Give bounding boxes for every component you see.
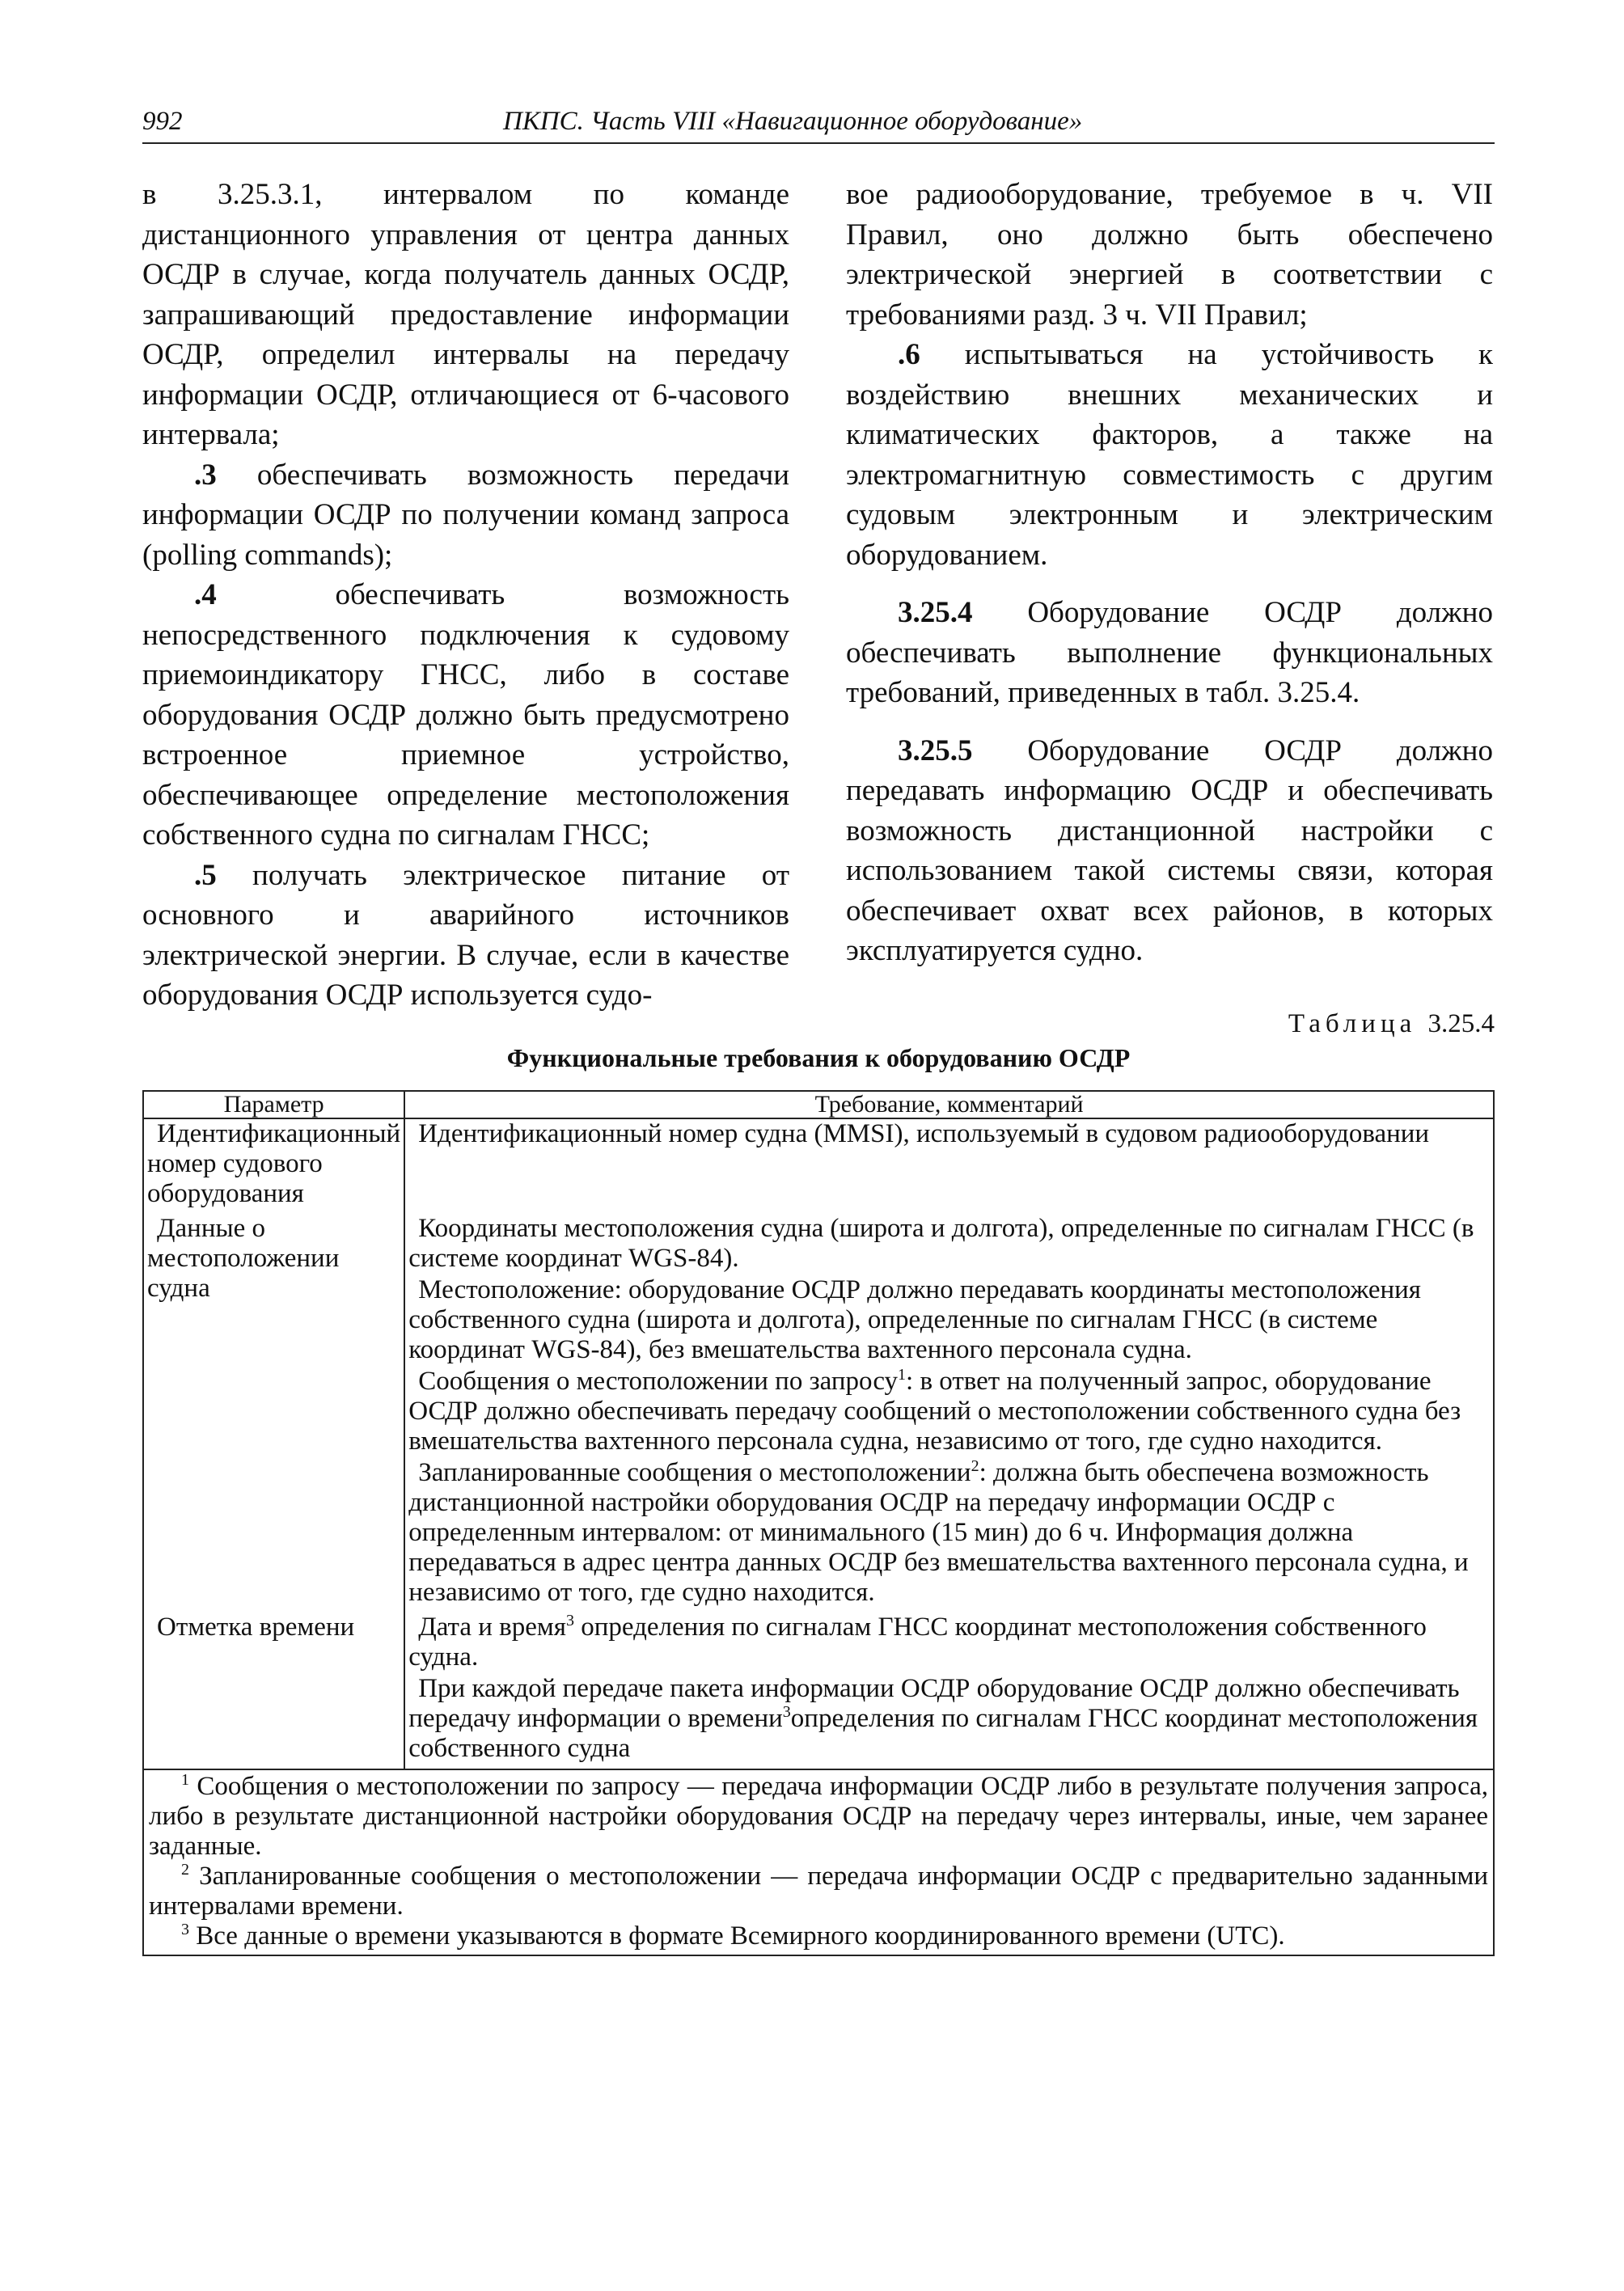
item-number: .5 — [194, 858, 217, 892]
requirement-lead: При каждой передаче пакета информации ОСДР оборудование ОСДР должно обеспечивать передачу информации о времени — [408, 1674, 1460, 1733]
requirement-lead: Сообщения о местоположении по запросу — [418, 1367, 899, 1396]
item-text: обеспечивать возможность непосредственного подключения к судовому приемоиндикатору ГНСС, либо в составе оборудования ОСДР должно быть предусмотрено встроенное приемное устройство, обеспечивающее определение местоположения собственного судна по сигналам ГНСС; — [142, 578, 789, 852]
section-number: 3.25.4 — [898, 596, 973, 629]
requirement-text: Местоположение: оборудование ОСДР должно передавать координаты местоположения собственного судна (широта и долгота), определенные по сигналам ГНСС (в системе координат WGS-84), без вмешательства вахтенного персонала судна. — [408, 1275, 1421, 1364]
table-caption-word: Таблица — [1288, 1009, 1417, 1038]
section-text: Оборудование ОСДР должно обеспечивать выполнение функциональных требований, приведенных в табл. 3.25.4. — [846, 596, 1493, 709]
item-text: получать электрическое питание от основного и аварийного источников электрической энергии. В случае, если в качестве оборудования ОСДР используется судо- — [142, 858, 789, 1012]
table-caption — [890, 1009, 1495, 1039]
item-number: .4 — [194, 578, 217, 611]
requirement-rest: : должна быть обеспечена возможность дистанционной настройки оборудования ОСДР на передачу информации ОСДР с определенным интервалом: от минимального (15 мин) до 6 ч. Информация должна передаваться в адрес центра данных ОСДР без вмешательства вахтенного персонала судна, и независимо от того, где судно находится. — [408, 1458, 1469, 1607]
paragraph — [846, 731, 1493, 971]
paragraph — [142, 575, 789, 856]
running-title: ПКПС. Часть VIII «Навигационное оборудование» — [503, 107, 1083, 136]
requirement-text — [408, 1613, 1490, 1672]
paragraph — [142, 455, 789, 576]
table-notes — [143, 1769, 1494, 1955]
requirement-rest: определения по сигналам ГНСС координат местоположения собственного судна — [408, 1704, 1478, 1763]
item-number: .3 — [194, 458, 217, 492]
requirement-text — [408, 1458, 1490, 1608]
param-cell — [143, 1608, 404, 1769]
right-column — [846, 175, 1493, 971]
table-header-row — [143, 1091, 1494, 1118]
footnote-mark: 3 — [181, 1921, 189, 1938]
requirement-text — [408, 1674, 1490, 1764]
running-header — [142, 100, 1495, 144]
requirement-text: Идентификационный номер судна (MMSI), используемый в судовом радиооборудовании — [418, 1119, 1430, 1148]
requirement-lead: Дата и время — [418, 1613, 566, 1642]
param-cell — [143, 1118, 404, 1209]
requirement-text — [408, 1367, 1490, 1456]
footnote-ref: 1 — [898, 1366, 907, 1384]
left-column — [142, 175, 789, 1016]
footnote-text: Сообщения о местоположении по запросу — передача информации ОСДР либо в результате получения запроса, либо в результате дистанционной настройки оборудования ОСДР на передачу через интервалы, иные, чем заранее заданные. — [149, 1772, 1489, 1861]
footnote — [149, 1862, 1488, 1921]
param-text: Данные о местоположении судна — [147, 1214, 340, 1303]
page-number: 992 — [142, 107, 183, 136]
table-title: Функциональные требования к оборудованию ОСДР — [506, 1043, 1131, 1072]
column-header-requirement: Требование, комментарий — [404, 1091, 1494, 1118]
requirement-rest: определения по сигналам ГНСС координат местоположения собственного судна. — [408, 1613, 1427, 1672]
footnote-text: Все данные о времени указываются в формате Всемирного координированного времени (UTC). — [196, 1921, 1285, 1951]
paragraph: в 3.25.3.1, интервалом по команде дистанционного управления от центра данных ОСДР в случае, когда получатель данных ОСДР, запрашивающий предоставление информации ОСДР, определил интервалы на передачу информации ОСДР, отличающиеся от 6-часового интервала; — [142, 178, 789, 451]
footnote — [149, 1921, 1488, 1951]
table-row — [143, 1118, 1494, 1209]
paragraph — [142, 856, 789, 1016]
footnote-ref: 3 — [565, 1612, 574, 1629]
requirement-lead: Запланированные сообщения о местоположении — [418, 1458, 971, 1487]
param-text: Отметка времени — [157, 1613, 355, 1642]
footnote-ref: 2 — [971, 1457, 979, 1475]
item-text: обеспечивать возможность передачи информации ОСДР по получении команд запроса (polling commands); — [142, 458, 789, 572]
footnote-mark: 2 — [181, 1861, 189, 1879]
paragraph — [846, 335, 1493, 575]
param-cell — [143, 1209, 404, 1608]
paragraph: вое радиооборудование, требуемое в ч. VII Правил, оно должно быть обеспечено электрической энергией в соответствии с требованиями разд. 3 ч. VII Правил; — [846, 178, 1493, 332]
requirement-cell — [404, 1608, 1494, 1769]
footnote — [149, 1772, 1488, 1862]
requirements-table — [142, 1090, 1495, 1956]
item-number: .6 — [898, 338, 920, 371]
table-row — [143, 1608, 1494, 1769]
footnote-text: Запланированные сообщения о местоположении — передача информации ОСДР с предварительно заданными интервалами времени. — [149, 1862, 1489, 1921]
table-caption-number: 3.25.4 — [1427, 1009, 1495, 1038]
item-text: испытываться на устойчивость к воздействию внешних механических и климатических факторов, а также на электромагнитную совместимость с другим судовым электронным и электрическим оборудованием. — [846, 338, 1493, 572]
footnote-mark: 1 — [181, 1771, 189, 1789]
requirement-rest: : в ответ на полученный запрос, оборудование ОСДР должно обеспечивать передачу сообщений о местоположении собственного судна без вмешательства вахтенного персонала судна, независимо от того, где судно находится. — [408, 1367, 1461, 1456]
requirement-text: Координаты местоположения судна (широта и долгота), определенные по сигналам ГНСС (в системе координат WGS-84). — [408, 1214, 1474, 1273]
table-row — [143, 1209, 1494, 1608]
requirement-cell — [404, 1118, 1494, 1209]
column-header-parameter: Параметр — [143, 1091, 404, 1118]
paragraph — [846, 593, 1493, 713]
section-text: Оборудование ОСДР должно передавать информацию ОСДР и обеспечивать возможность дистанционной настройки с использованием такой системы связи, которая обеспечивает охват всех районов, в которых эксплуатируется судно. — [846, 733, 1493, 967]
footnote-ref: 3 — [782, 1703, 791, 1721]
table-notes-row — [143, 1769, 1494, 1955]
section-number: 3.25.5 — [898, 733, 973, 767]
param-text: Идентификационный номер судового оборудования — [147, 1119, 401, 1208]
requirement-cell — [404, 1209, 1494, 1608]
